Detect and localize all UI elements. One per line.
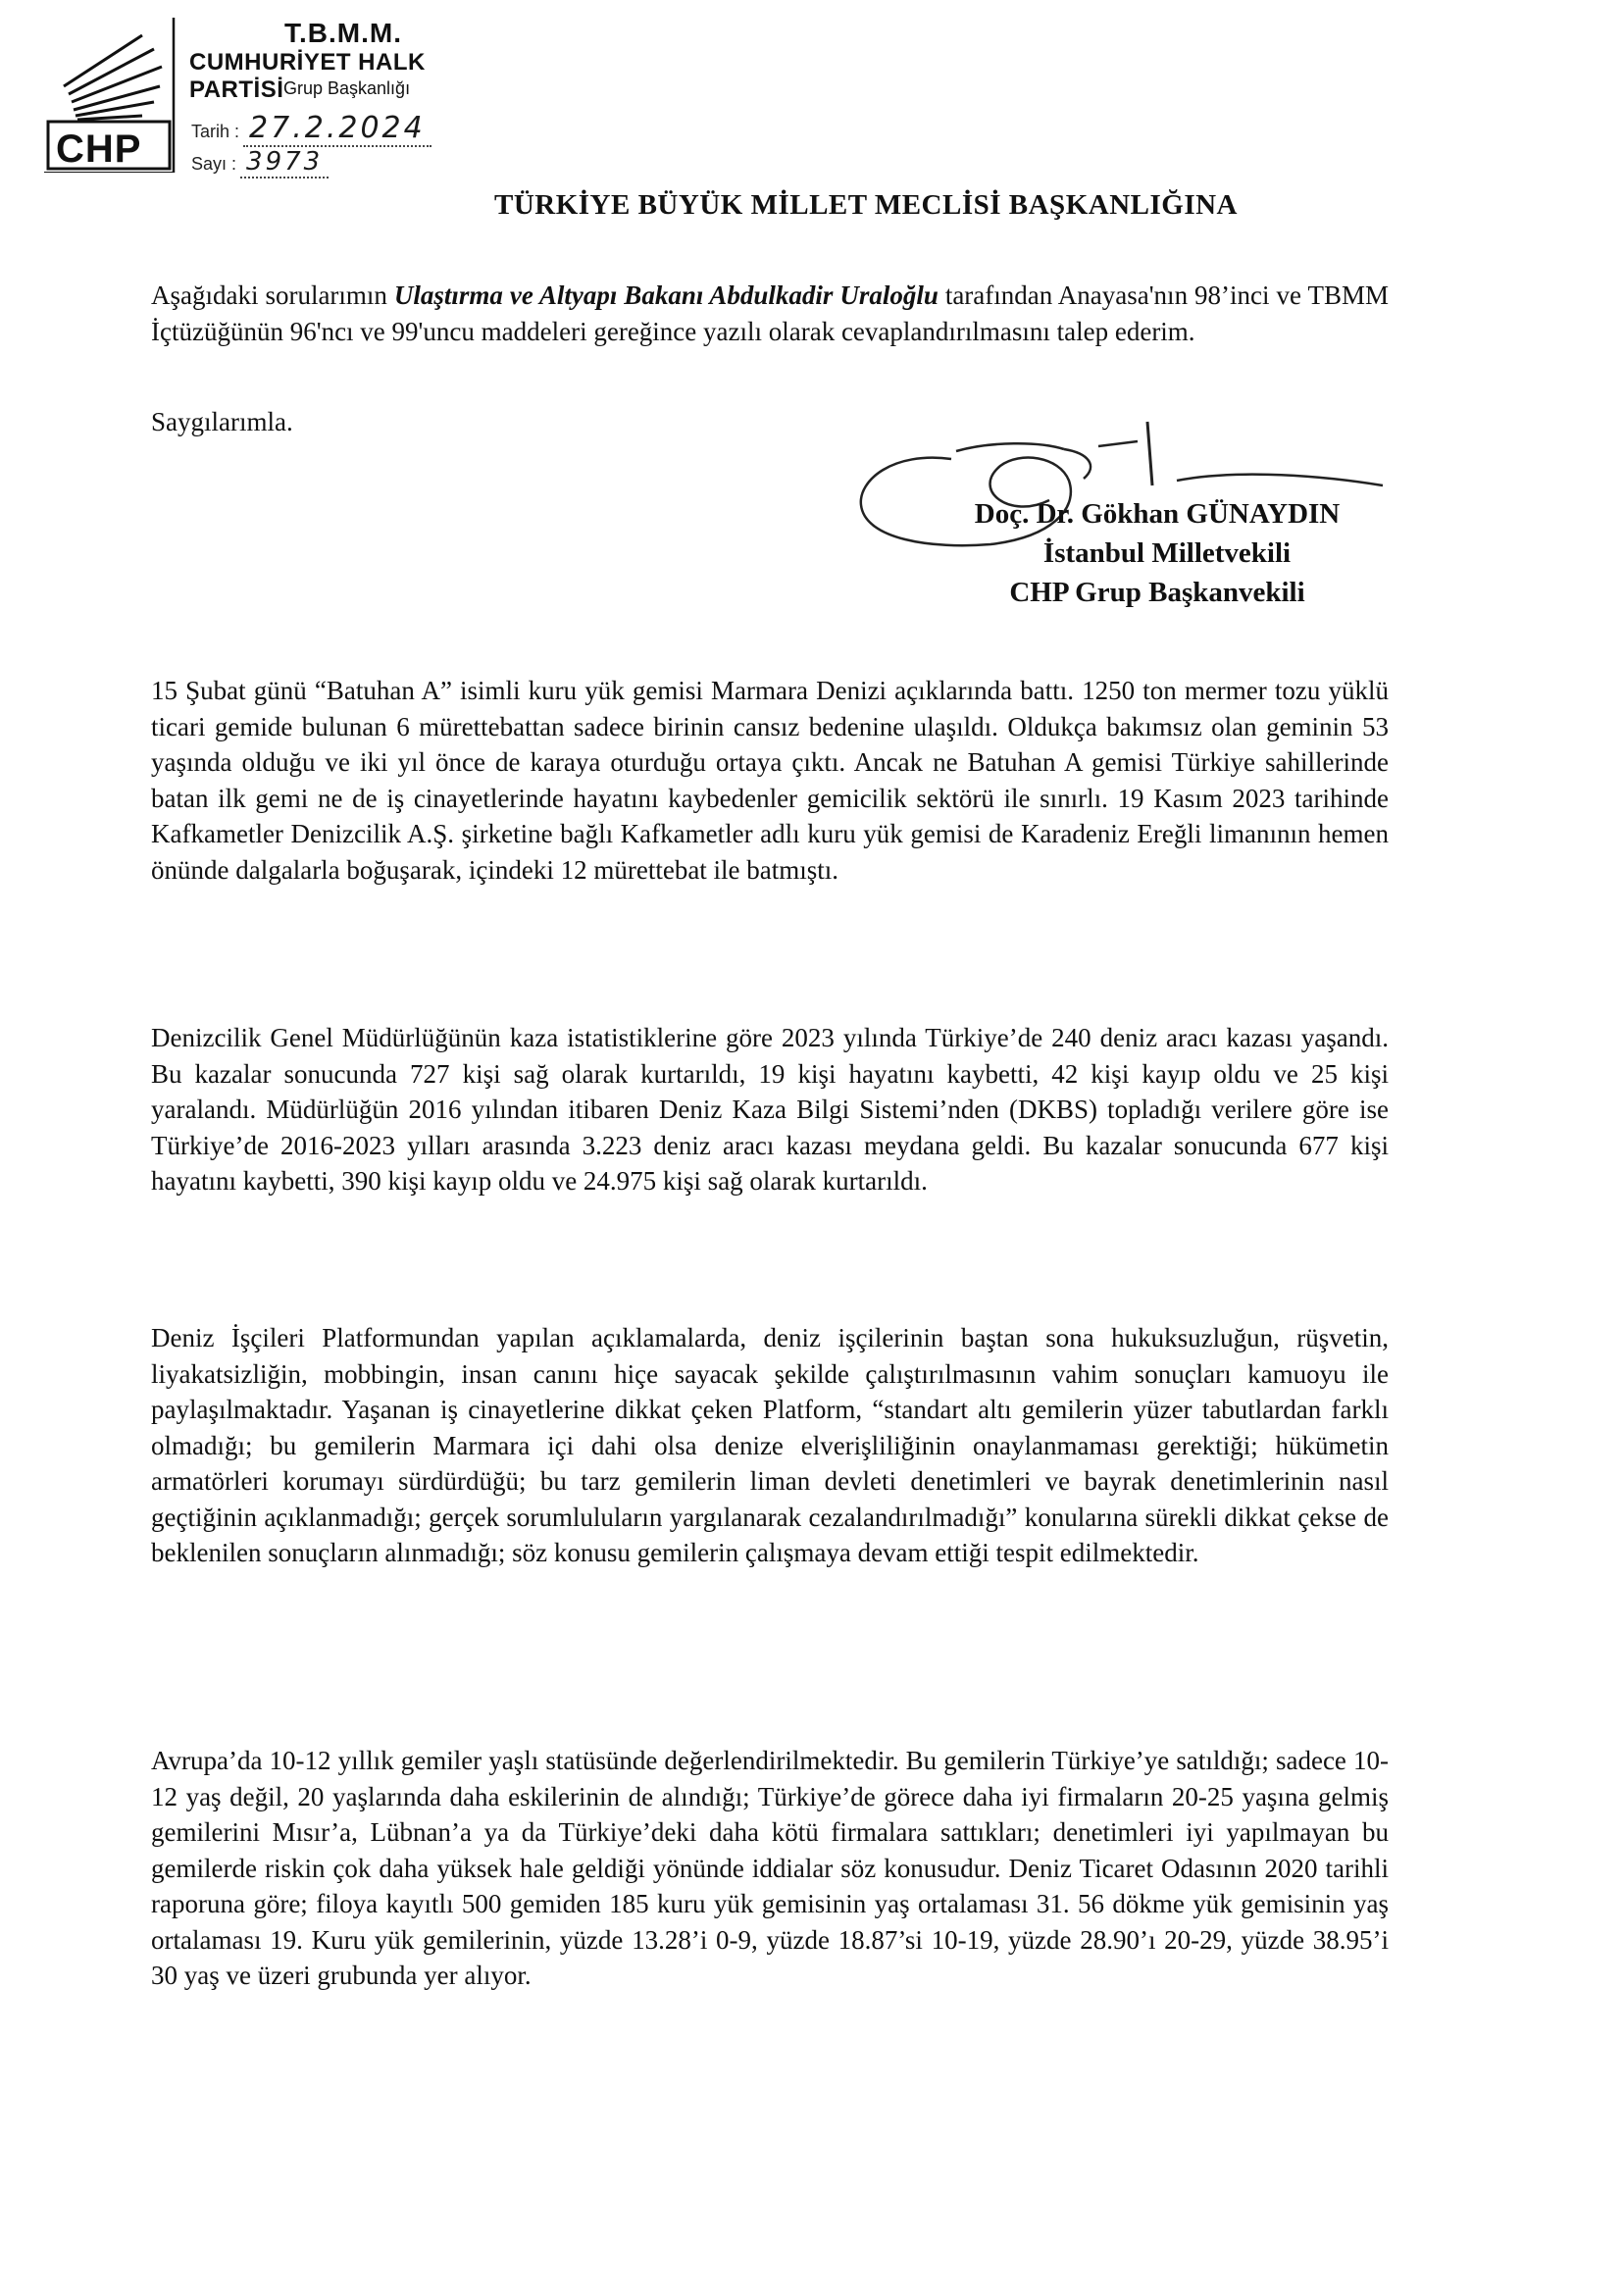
intro-post: tarafından Anayasa'nın 98’inci ve TBMM İçtüzüğünün 96'ncı ve 99'uncu maddeleri gereğince yazılı olarak cevaplandırılmasını talep ederim.	[151, 280, 1389, 346]
party-name: CUMHURİYET HALK PARTİSİ	[189, 49, 426, 103]
unit-name: Grup Başkanlığı	[283, 78, 411, 98]
signatory-title: İstanbul Milletvekili	[1042, 537, 1292, 569]
institution-label: T.B.M.M.	[284, 18, 402, 48]
body-paragraph: Denizcilik Genel Müdürlüğünün kaza istatistiklerine göre 2023 yılında Türkiye’de 240 deniz aracı kazası yaşandı. Bu kazalar sonucunda 727 kişi sağ olarak kurtarıldı, 19 kişi hayatını kaybetti, 42 kişi kayıp oldu ve 25 kişi yaralandı. Müdürlüğün 2016 yılından itibaren Deniz Kaza Bilgi Sistemi’nden (DKBS) topladığı verilere göre ise Türkiye’de 2016-2023 yılları arasında 3.223 deniz aracı kazası meydana geldi. Bu kazalar sonucunda 677 kişi hayatını kaybetti, 390 kişi kayıp oldu ve 24.975 kişi sağ olarak kurtarıldı.	[151, 1023, 1389, 1196]
document-heading	[0, 189, 1624, 222]
intro-pre: Aşağıdaki sorularımın	[151, 280, 394, 310]
number-row	[191, 147, 329, 177]
intro-paragraph	[151, 278, 1389, 349]
signature-block	[853, 412, 1402, 628]
date-label: Tarih :	[191, 122, 240, 141]
date-row	[191, 111, 431, 145]
closing-line: Saygılarımla.	[151, 407, 293, 436]
number-label: Sayı :	[191, 154, 237, 174]
body-paragraph: 15 Şubat günü “Batuhan A” isimli kuru yük gemisi Marmara Denizi açıklarında battı. 1250 ton mermer tozu yüklü ticari gemide bulunan 6 mürettebattan sadece birinin cansız bedenine ulaşıldı. Oldukça bakımsız olan geminin 53 yaşında olduğu ve iki yıl önce de karaya oturduğu ortaya çıktı. Ancak ne Batuhan A gemisi Türkiye sahillerinde batan ilk gemi ne de iş cinayetlerinde hayatını kaybedenler gemicilik sektörü ile sınırlı. 19 Kasım 2023 tarihinde Kafkametler Denizcilik A.Ş. şirketine bağlı Kafkametler adlı kuru yük gemisi de Karadeniz Ereğli limanının hemen önünde dalgalarla boğuşarak, içindeki 12 mürettebat ile batmıştı.	[151, 676, 1389, 885]
minister-name: Ulaştırma ve Altyapı Bakanı Abdulkadir Uraloğlu	[393, 280, 939, 310]
body-paragraph: Avrupa’da 10-12 yıllık gemiler yaşlı statüsünde değerlendirilmektedir. Bu gemilerin Türkiye’ye satıldığı; sadece 10-12 yaş değil, 20 yaşlarında daha eskilerinin de alındığı; Türkiye’de görece daha iyi firmaların 20-25 yaşına gelmiş gemilerini Mısır’a, Lübnan’a ya da Türkiye’deki daha kötü firmalara sattıkları; denetimleri iyi yapılmayan bu gemilerde riskin çok daha yüksek hale geldiği yönünde iddialar söz konusudur. Deniz Ticaret Odasının 2020 tarihli raporuna göre; filoya kayıtlı 500 gemiden 185 kuru yük gemisinin yaş ortalaması 31. 56 dökme yük gemisinin yaş ortalaması 19. Kuru yük gemilerinin, yüzde 13.28’i 0-9, yüzde 18.87’si 10-19, yüzde 28.90’ı 20-29, yüzde 38.95’i 30 yaş ve üzeri grubunda yer alıyor.	[151, 1746, 1389, 1990]
number-value: 3973	[240, 147, 329, 178]
date-value: 27.2.2024	[243, 111, 431, 147]
signatory-group: CHP Grup Başkanvekili	[1009, 577, 1305, 608]
body-paragraph: Deniz İşçileri Platformundan yapılan açıklamalarda, deniz işçilerinin baştan sona hukuksuzluğun, rüşvetin, liyakatsizliğin, mobbingin, insan canını hiçe sayacak şekilde çalıştırılmasının vahim sonuçları kamuoyu ile paylaşılmaktadır. Yaşanan iş cinayetlerine dikkat çeken Platform, “standart altı gemilerin yüzer tabutlardan farklı olmadığı; bu gemilerin Marmara içi dahi olsa denize elverişliliğinin onaylanmaması gerektiği; hükümetin armatörleri korumayı sürdürdüğü; bu tarz gemilerin liman devleti denetimleri ve bayrak denetimlerinin nasıl geçtiğinin açıklanmadığı; gerçek sorumluluların yargılanarak cezalandırılmadığı” konularına sürekli dikkat çekse de beklenilen sonuçların alınmadığı; söz konusu gemilerin çalışmaya devam ettiği tespit edilmektedir.	[151, 1323, 1389, 1567]
letterhead-stamp	[44, 18, 495, 177]
heading-text: TÜRKİYE BÜYÜK MİLLET MECLİSİ BAŞKANLIĞINA	[493, 189, 1238, 221]
signatory-name: Doç. Dr. Gökhan GÜNAYDIN	[974, 498, 1341, 530]
logo-text: CHP	[56, 127, 142, 171]
